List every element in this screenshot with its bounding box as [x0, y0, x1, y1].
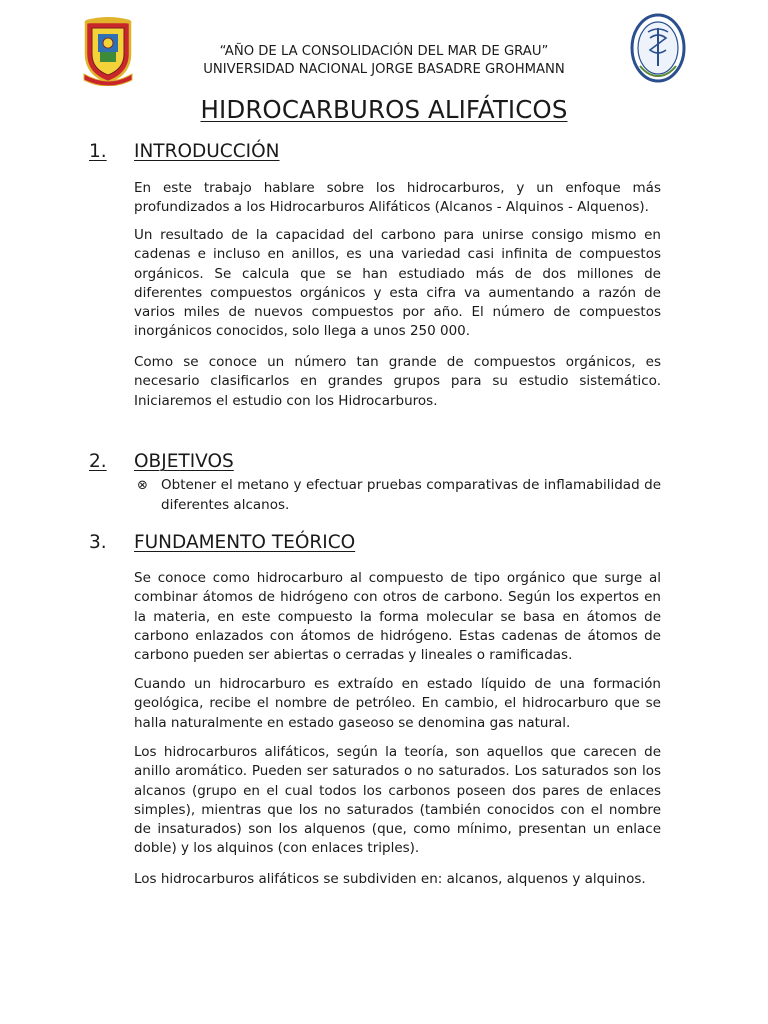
- objective-text: Obtener el metano y efectuar pruebas comparativas de inflamabilidad de diferentes alcanos.: [161, 477, 661, 513]
- theory-paragraph-2: Cuando un hidrocarburo es extraído en estado líquido de una formación geológica, recibe el nombre de petróleo. En cambio, el hidrocarburo que se halla naturalmente en estado gaseoso se denomina gas natural.: [134, 676, 661, 731]
- document-title: [0, 95, 768, 124]
- theory-paragraph-4: Los hidrocarburos alifáticos se subdividen en: alcanos, alquenos y alquinos.: [134, 871, 646, 887]
- header-university: UNIVERSIDAD NACIONAL JORGE BASADRE GROHMANN: [203, 62, 565, 77]
- section-theory-title: FUNDAMENTO TEÓRICO: [134, 532, 356, 553]
- intro-paragraph-3: Como se conoce un número tan grande de compuestos orgánicos, es necesario clasificarlos en grandes grupos para su estudio sistemático. Iniciaremos el estudio con los Hidrocarburos.: [134, 354, 661, 409]
- section-intro-number: 1.: [89, 141, 107, 162]
- document-header: [150, 43, 618, 79]
- university-crest-icon: [80, 14, 136, 86]
- section-objectives-heading: [89, 451, 234, 472]
- circled-times-bullet-icon: ⊗: [137, 478, 148, 493]
- objective-list-item: [134, 475, 661, 515]
- section-intro-heading: [89, 141, 280, 162]
- header-motto: “AÑO DE LA CONSOLIDACIÓN DEL MAR DE GRAU”: [219, 44, 549, 59]
- section-intro-title: INTRODUCCIÓN: [134, 141, 280, 162]
- document-title-text: HIDROCARBUROS ALIFÁTICOS: [200, 95, 568, 124]
- faculty-seal-icon: [630, 10, 686, 86]
- intro-paragraph-1: En este trabajo hablare sobre los hidrocarburos, y un enfoque más profundizados a los Hidrocarburos Alifáticos (Alcanos - Alquinos - Alquenos).: [134, 180, 661, 216]
- intro-paragraph-2: Un resultado de la capacidad del carbono para unirse consigo mismo en cadenas e incluso en anillos, es una variedad casi infinita de compuestos orgánicos. Se calcula que se han estudiado más de dos millones de diferentes compuestos orgánicos y esta cifra va aumentando a razón de varios miles de nuevos compuestos por año. El número de compuestos inorgánicos conocidos, solo llega a unos 250 000.: [134, 227, 661, 340]
- theory-paragraph-1: Se conoce como hidrocarburo al compuesto de tipo orgánico que surge al combinar átomos de hidrógeno con otros de carbono. Según los expertos en la materia, en este compuesto la forma molecular se basa en átomos de carbono enlazados con átomos de hidrógeno. Estas cadenas de átomos de carbono pueden ser abiertas o cerradas y lineales o ramificadas.: [134, 570, 661, 664]
- section-objectives-title: OBJETIVOS: [134, 451, 234, 472]
- theory-paragraph-3: Los hidrocarburos alifáticos, según la teoría, son aquellos que carecen de anillo aromático. Pueden ser saturados o no saturados. Los saturados son los alcanos (grupo en el cual todos los carbonos poseen dos pares de enlaces simples), mientras que los no saturados (también conocidos con el nombre de insaturados) son los alquenos (que, como mínimo, presentan un enlace doble) y los alquinos (con enlaces triples).: [134, 744, 661, 857]
- section-theory-number: 3.: [89, 532, 107, 553]
- section-objectives-number: 2.: [89, 451, 107, 472]
- section-theory-heading: [89, 532, 355, 553]
